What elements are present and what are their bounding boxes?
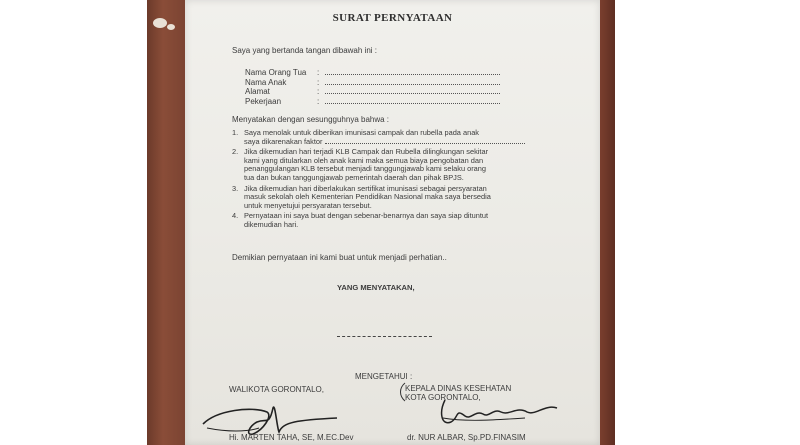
- item-line: Saya menolak untuk diberikan imunisasi campak dan rubella pada anak: [244, 128, 479, 137]
- item-line: Jika dikemudian hari diberlakukan sertifikat imunisasi sebagai persyaratan: [244, 183, 487, 193]
- left-official-name: Hi. MARTEN TAHA, SE, M.EC.Dev: [229, 433, 354, 442]
- item-line: Pernyataan ini saya buat dengan sebenar-benarnya dan saya siap dituntut: [244, 211, 489, 221]
- right-official-title-2: KOTA GORONTALO,: [405, 393, 481, 402]
- item-line: kami yang ditularkan oleh anak kami maka semua biaya pengobatan dan: [244, 155, 484, 165]
- field-blank-line: [325, 93, 500, 94]
- document-title: SURAT PERNYATAAN: [332, 12, 453, 24]
- field-blank-line: [325, 103, 500, 104]
- field-separator: :: [317, 77, 320, 87]
- statement-intro: Menyatakan dengan sesungguhnya bahwa :: [232, 115, 390, 124]
- list-item: [232, 212, 562, 229]
- item-line-text: saya dikarenakan faktor: [244, 136, 323, 146]
- item-line: Jika dikemudian hari terjadi KLB Campak dan Rubella dilingkungan sekitar: [244, 147, 489, 157]
- item-line: masuk sekolah oleh Kementerian Pendidikan Nasional maka saya bersedia: [244, 192, 491, 202]
- item-line: [244, 138, 562, 147]
- field-separator: :: [317, 87, 320, 96]
- wall-right: [600, 0, 615, 445]
- blank-line: [325, 143, 525, 144]
- item-line: penanggulangan KLB tersebut menjadi tanggungjawab kami selaku orang: [244, 164, 487, 174]
- field-label: Nama Orang Tua: [245, 68, 307, 77]
- signer-heading: YANG MENYATAKAN,: [337, 283, 415, 292]
- field-separator: :: [317, 96, 320, 106]
- wall-spot: [153, 18, 167, 28]
- bracket-mark: [397, 382, 407, 402]
- item-number: 1.: [232, 128, 239, 137]
- wall-spot: [167, 24, 175, 30]
- list-item: [232, 129, 562, 146]
- item-line: untuk menyetujui persyaratan tersebut.: [244, 200, 372, 210]
- list-item: [232, 148, 562, 182]
- field-label: Pekerjaan: [245, 96, 282, 106]
- left-official-title: WALIKOTA GORONTALO,: [229, 385, 324, 394]
- right-signature: [425, 392, 565, 432]
- field-separator: :: [317, 68, 320, 77]
- intro-text: Saya yang bertanda tangan dibawah ini :: [232, 46, 377, 55]
- signature-line: [337, 336, 432, 337]
- item-line: dikemudian hari.: [244, 219, 299, 229]
- closing-text: Demikian pernyataan ini kami buat untuk menjadi perhatian..: [232, 253, 447, 262]
- item-number: 2.: [232, 147, 239, 157]
- right-official-title-1: KEPALA DINAS KESEHATAN: [405, 384, 512, 393]
- document-paper: [185, 0, 600, 445]
- field-label: Alamat: [245, 87, 270, 96]
- statement-list: [232, 129, 562, 232]
- item-line: tua dan bukan tanggungjawab pemerintah daerah dan pihak BPJS.: [244, 172, 464, 182]
- right-official-name: dr. NUR ALBAR, Sp.PD.FINASIM: [407, 433, 526, 442]
- list-item: [232, 185, 562, 211]
- item-number: 3.: [232, 183, 239, 193]
- acknowledged-heading: MENGETAHUI :: [355, 372, 413, 381]
- field-blank-line: [325, 74, 500, 75]
- field-blank-line: [325, 84, 500, 85]
- item-number: 4.: [232, 211, 239, 221]
- field-label: Nama Anak: [245, 77, 287, 87]
- wall-left: [147, 0, 187, 445]
